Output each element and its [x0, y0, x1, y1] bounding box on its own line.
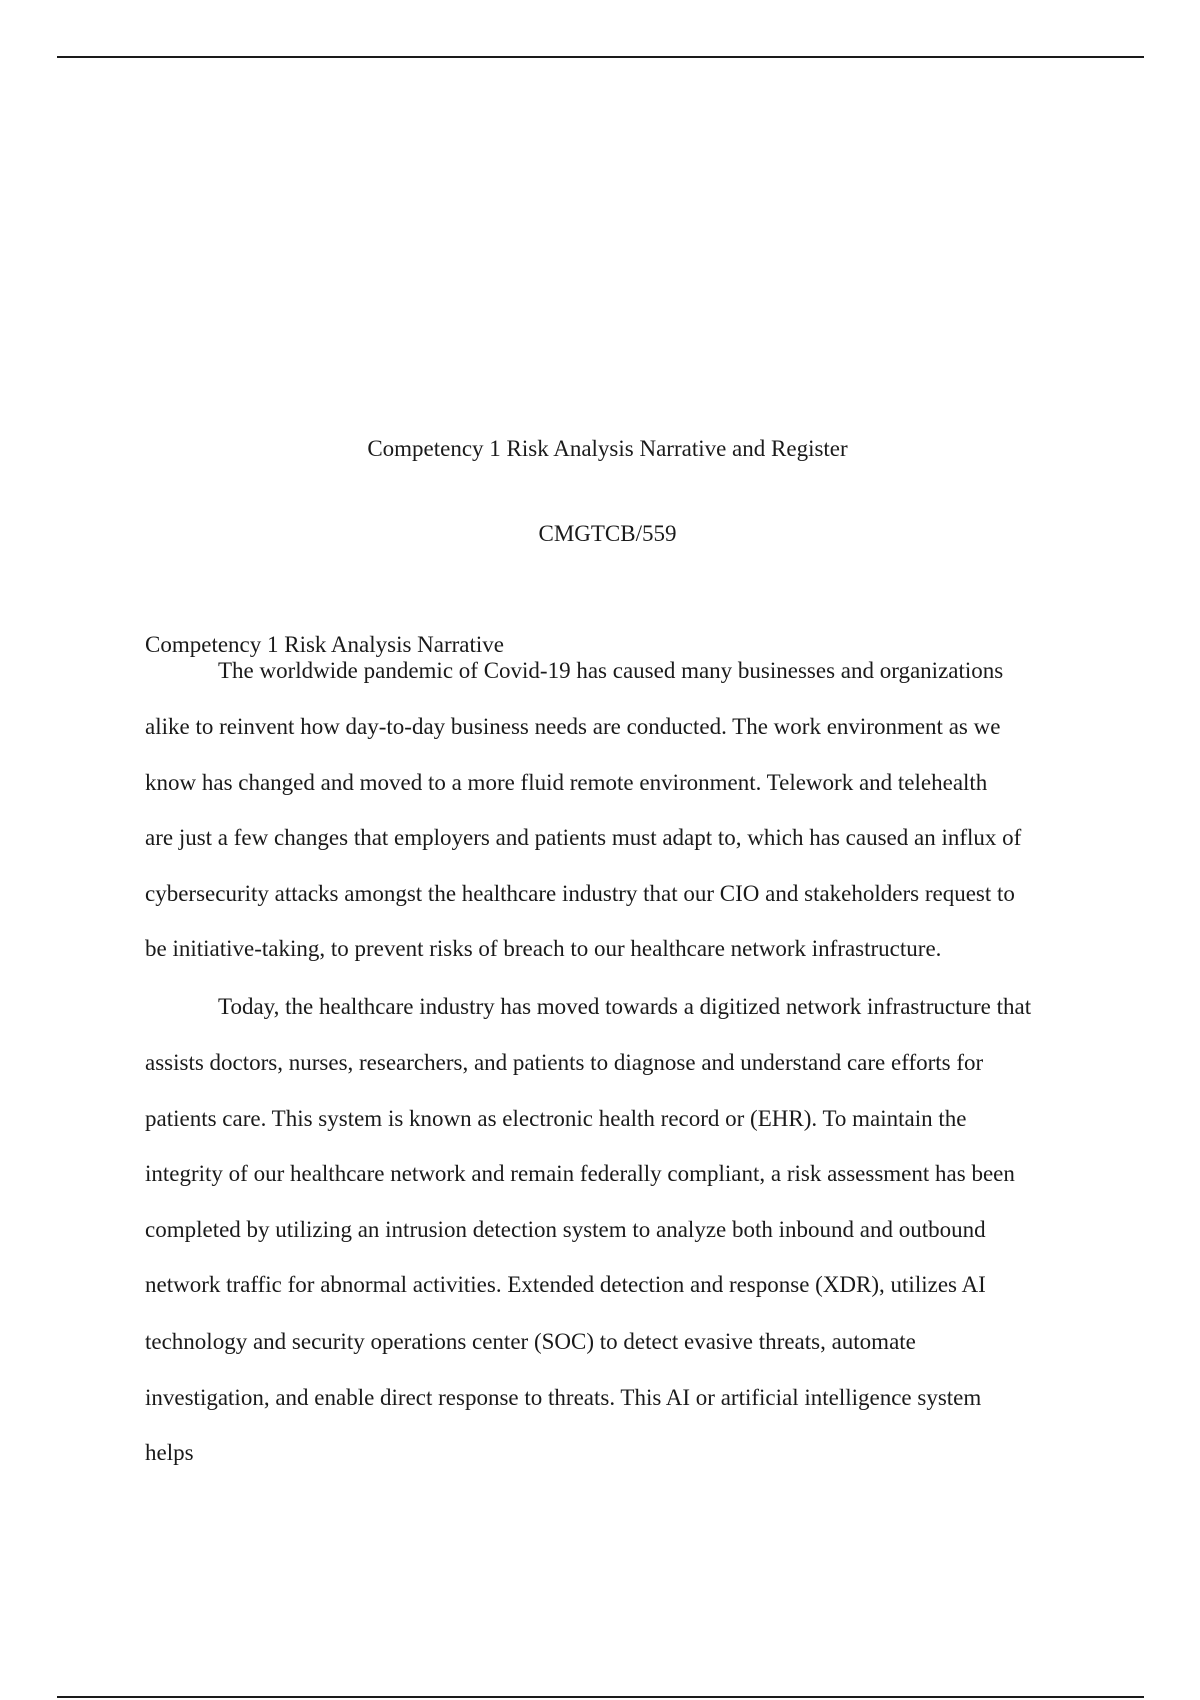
paragraph-1-line: alike to reinvent how day-to-day business needs are conducted. The work environment as we: [145, 714, 1001, 739]
paragraph-2-line: assists doctors, nurses, researchers, and patients to diagnose and understand care efforts for: [145, 1050, 984, 1075]
course-code: CMGTCB/559: [538, 521, 677, 546]
paragraph-1-line: be initiative-taking, to prevent risks of breach to our healthcare network infrastructure.: [145, 936, 942, 961]
document-title: Competency 1 Risk Analysis Narrative and Register: [367, 436, 848, 461]
footer-rule: [57, 1696, 1144, 1698]
paragraph-1-line: The worldwide pandemic of Covid-19 has caused many businesses and organizations: [218, 658, 1004, 683]
paragraph-2-line: helps: [145, 1440, 194, 1465]
header-rule: [57, 56, 1144, 58]
paragraph-2-line: investigation, and enable direct response to threats. This AI or artificial intelligence system: [145, 1385, 982, 1410]
paragraph-2-line: Today, the healthcare industry has moved towards a digitized network infrastructure that: [218, 994, 1032, 1019]
paragraph-2-line: patients care. This system is known as electronic health record or (EHR). To maintain the: [145, 1106, 967, 1131]
paragraph-2-line: technology and security operations center (SOC) to detect evasive threats, automate: [145, 1329, 916, 1354]
paragraph-1-line: cybersecurity attacks amongst the healthcare industry that our CIO and stakeholders request to: [145, 881, 1015, 906]
paragraph-2-line: completed by utilizing an intrusion detection system to analyze both inbound and outbound: [145, 1217, 986, 1242]
section-heading: Competency 1 Risk Analysis Narrative: [145, 632, 504, 657]
paragraph-1-line: are just a few changes that employers and patients must adapt to, which has caused an influx of: [145, 825, 1022, 850]
paragraph-2-line: network traffic for abnormal activities. Extended detection and response (XDR), utilizes AI: [145, 1272, 986, 1297]
paragraph-1-line: know has changed and moved to a more fluid remote environment. Telework and telehealth: [145, 770, 988, 795]
paragraph-2-line: integrity of our healthcare network and remain federally compliant, a risk assessment has been: [145, 1161, 1015, 1186]
